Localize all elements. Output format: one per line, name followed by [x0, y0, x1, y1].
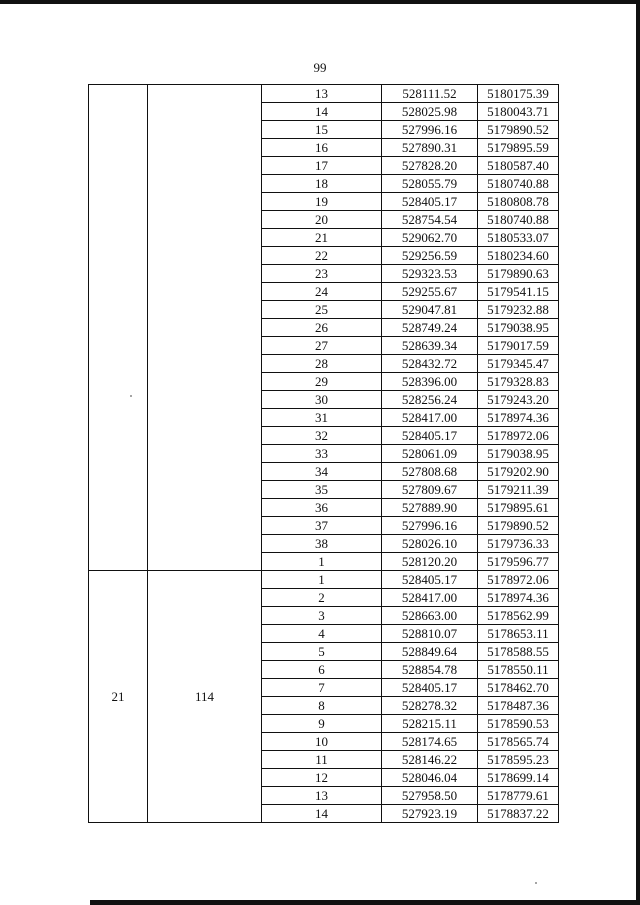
x-coordinate-cell: 528854.78 [382, 661, 478, 679]
y-coordinate-cell: 5179890.52 [478, 517, 559, 535]
y-coordinate-cell: 5178699.14 [478, 769, 559, 787]
point-number-cell: 1 [262, 571, 382, 589]
point-number-cell: 6 [262, 661, 382, 679]
y-coordinate-cell: 5178972.06 [478, 571, 559, 589]
parcel-id-cell [89, 85, 148, 571]
y-coordinate-cell: 5179038.95 [478, 445, 559, 463]
parcel-area-cell: 114 [148, 571, 262, 823]
x-coordinate-cell: 528055.79 [382, 175, 478, 193]
point-number-cell: 27 [262, 337, 382, 355]
y-coordinate-cell: 5180175.39 [478, 85, 559, 103]
point-number-cell: 2 [262, 589, 382, 607]
y-coordinate-cell: 5180808.78 [478, 193, 559, 211]
point-number-cell: 36 [262, 499, 382, 517]
point-number-cell: 34 [262, 463, 382, 481]
y-coordinate-cell: 5179328.83 [478, 373, 559, 391]
point-number-cell: 32 [262, 427, 382, 445]
scan-edge-right [636, 0, 640, 905]
point-number-cell: 29 [262, 373, 382, 391]
y-coordinate-cell: 5179890.52 [478, 121, 559, 139]
page-number: 99 [313, 60, 327, 75]
point-number-cell: 12 [262, 769, 382, 787]
x-coordinate-cell: 527808.68 [382, 463, 478, 481]
y-coordinate-cell: 5179202.90 [478, 463, 559, 481]
y-coordinate-cell: 5180043.71 [478, 103, 559, 121]
y-coordinate-cell: 5178550.11 [478, 661, 559, 679]
point-number-cell: 24 [262, 283, 382, 301]
x-coordinate-cell: 529062.70 [382, 229, 478, 247]
y-coordinate-cell: 5178565.74 [478, 733, 559, 751]
x-coordinate-cell: 529255.67 [382, 283, 478, 301]
x-coordinate-cell: 528432.72 [382, 355, 478, 373]
x-coordinate-cell: 528215.11 [382, 715, 478, 733]
x-coordinate-cell: 528663.00 [382, 607, 478, 625]
x-coordinate-cell: 528405.17 [382, 571, 478, 589]
point-number-cell: 25 [262, 301, 382, 319]
y-coordinate-cell: 5178595.23 [478, 751, 559, 769]
y-coordinate-cell: 5178588.55 [478, 643, 559, 661]
point-number-cell: 23 [262, 265, 382, 283]
point-number-cell: 15 [262, 121, 382, 139]
y-coordinate-cell: 5178462.70 [478, 679, 559, 697]
x-coordinate-cell: 528405.17 [382, 193, 478, 211]
table-row [89, 571, 559, 589]
x-coordinate-cell: 529256.59 [382, 247, 478, 265]
x-coordinate-cell: 527958.50 [382, 787, 478, 805]
y-coordinate-cell: 5179541.15 [478, 283, 559, 301]
x-coordinate-cell: 528256.24 [382, 391, 478, 409]
point-number-cell: 21 [262, 229, 382, 247]
x-coordinate-cell: 527828.20 [382, 157, 478, 175]
y-coordinate-cell: 5179345.47 [478, 355, 559, 373]
y-coordinate-cell: 5178837.22 [478, 805, 559, 823]
y-coordinate-cell: 5180740.88 [478, 175, 559, 193]
point-number-cell: 35 [262, 481, 382, 499]
point-number-cell: 18 [262, 175, 382, 193]
x-coordinate-cell: 528146.22 [382, 751, 478, 769]
x-coordinate-cell: 529047.81 [382, 301, 478, 319]
y-coordinate-cell: 5178974.36 [478, 409, 559, 427]
x-coordinate-cell: 528417.00 [382, 409, 478, 427]
point-number-cell: 7 [262, 679, 382, 697]
point-number-cell: 4 [262, 625, 382, 643]
x-coordinate-cell: 528417.00 [382, 589, 478, 607]
y-coordinate-cell: 5179243.20 [478, 391, 559, 409]
point-number-cell: 22 [262, 247, 382, 265]
y-coordinate-cell: 5179895.61 [478, 499, 559, 517]
x-coordinate-cell: 528174.65 [382, 733, 478, 751]
scan-speck [535, 882, 537, 884]
point-number-cell: 31 [262, 409, 382, 427]
x-coordinate-cell: 528405.17 [382, 427, 478, 445]
point-number-cell: 13 [262, 85, 382, 103]
y-coordinate-cell: 5179736.33 [478, 535, 559, 553]
x-coordinate-cell: 528754.54 [382, 211, 478, 229]
coordinates-table [88, 84, 559, 823]
scan-edge-bottom [90, 900, 640, 905]
y-coordinate-cell: 5178653.11 [478, 625, 559, 643]
point-number-cell: 14 [262, 103, 382, 121]
x-coordinate-cell: 528026.10 [382, 535, 478, 553]
coordinates-table-body [89, 85, 559, 823]
y-coordinate-cell: 5179211.39 [478, 481, 559, 499]
point-number-cell: 37 [262, 517, 382, 535]
point-number-cell: 33 [262, 445, 382, 463]
point-number-cell: 14 [262, 805, 382, 823]
x-coordinate-cell: 528061.09 [382, 445, 478, 463]
point-number-cell: 28 [262, 355, 382, 373]
x-coordinate-cell: 528639.34 [382, 337, 478, 355]
point-number-cell: 13 [262, 787, 382, 805]
y-coordinate-cell: 5179017.59 [478, 337, 559, 355]
y-coordinate-cell: 5179890.63 [478, 265, 559, 283]
point-number-cell: 3 [262, 607, 382, 625]
point-number-cell: 38 [262, 535, 382, 553]
x-coordinate-cell: 527996.16 [382, 121, 478, 139]
y-coordinate-cell: 5178590.53 [478, 715, 559, 733]
x-coordinate-cell: 528810.07 [382, 625, 478, 643]
x-coordinate-cell: 528278.32 [382, 697, 478, 715]
point-number-cell: 10 [262, 733, 382, 751]
y-coordinate-cell: 5178487.36 [478, 697, 559, 715]
table-row [89, 85, 559, 103]
x-coordinate-cell: 528396.00 [382, 373, 478, 391]
x-coordinate-cell: 527890.31 [382, 139, 478, 157]
point-number-cell: 30 [262, 391, 382, 409]
y-coordinate-cell: 5180587.40 [478, 157, 559, 175]
point-number-cell: 5 [262, 643, 382, 661]
x-coordinate-cell: 528405.17 [382, 679, 478, 697]
y-coordinate-cell: 5180740.88 [478, 211, 559, 229]
point-number-cell: 20 [262, 211, 382, 229]
x-coordinate-cell: 528120.20 [382, 553, 478, 571]
point-number-cell: 8 [262, 697, 382, 715]
x-coordinate-cell: 528849.64 [382, 643, 478, 661]
y-coordinate-cell: 5179038.95 [478, 319, 559, 337]
point-number-cell: 11 [262, 751, 382, 769]
x-coordinate-cell: 528025.98 [382, 103, 478, 121]
x-coordinate-cell: 527889.90 [382, 499, 478, 517]
y-coordinate-cell: 5180533.07 [478, 229, 559, 247]
point-number-cell: 19 [262, 193, 382, 211]
point-number-cell: 17 [262, 157, 382, 175]
y-coordinate-cell: 5179232.88 [478, 301, 559, 319]
y-coordinate-cell: 5179895.59 [478, 139, 559, 157]
y-coordinate-cell: 5178972.06 [478, 427, 559, 445]
x-coordinate-cell: 527809.67 [382, 481, 478, 499]
x-coordinate-cell: 528111.52 [382, 85, 478, 103]
x-coordinate-cell: 528749.24 [382, 319, 478, 337]
parcel-id-cell: 21 [89, 571, 148, 823]
point-number-cell: 9 [262, 715, 382, 733]
x-coordinate-cell: 527923.19 [382, 805, 478, 823]
y-coordinate-cell: 5180234.60 [478, 247, 559, 265]
point-number-cell: 16 [262, 139, 382, 157]
y-coordinate-cell: 5179596.77 [478, 553, 559, 571]
x-coordinate-cell: 527996.16 [382, 517, 478, 535]
x-coordinate-cell: 529323.53 [382, 265, 478, 283]
parcel-area-cell [148, 85, 262, 571]
scan-edge-top [0, 0, 640, 4]
y-coordinate-cell: 5178779.61 [478, 787, 559, 805]
point-number-cell: 1 [262, 553, 382, 571]
x-coordinate-cell: 528046.04 [382, 769, 478, 787]
y-coordinate-cell: 5178974.36 [478, 589, 559, 607]
y-coordinate-cell: 5178562.99 [478, 607, 559, 625]
point-number-cell: 26 [262, 319, 382, 337]
